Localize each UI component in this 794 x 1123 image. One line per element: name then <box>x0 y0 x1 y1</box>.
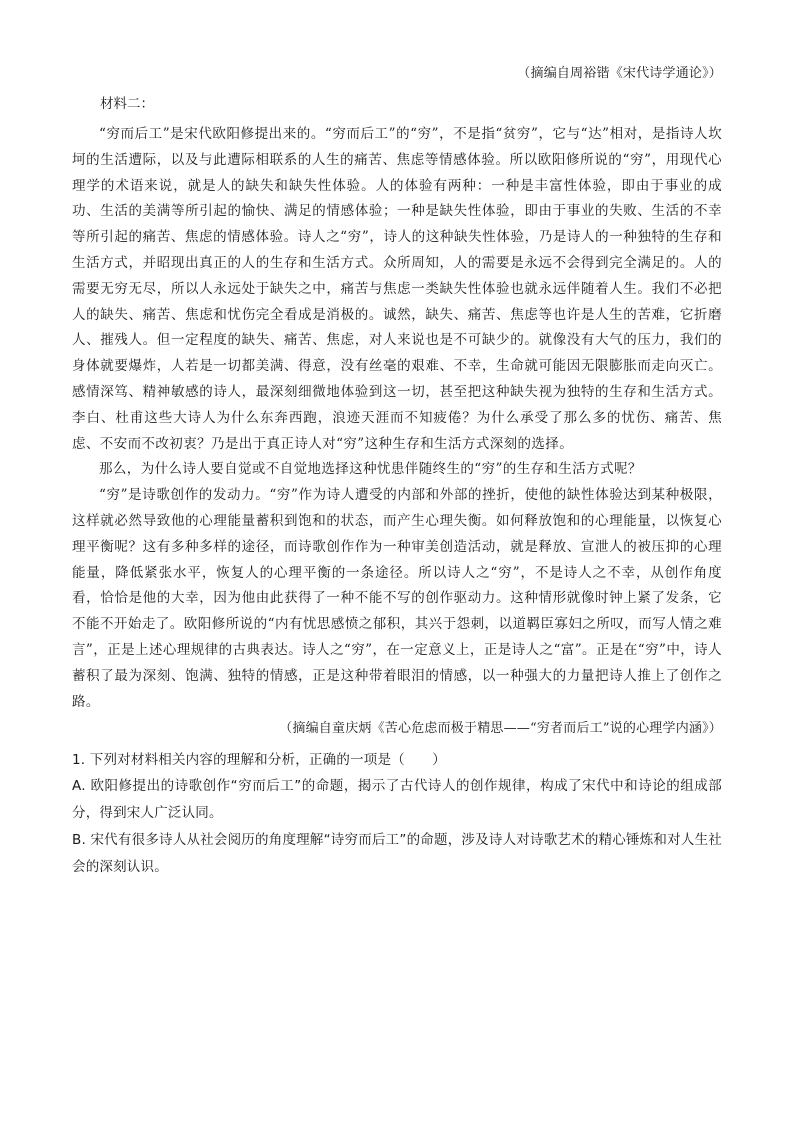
source-citation-bottom: （摘编自童庆炳《苦心危虑而极于精思——“穷者而后工”说的心理学内涵》） <box>279 721 722 737</box>
source-citation-top: （摘编自周裕锴《宋代诗学通论》） <box>517 66 722 81</box>
body-paragraph: 那么，为什么诗人要自觉或不自觉地选择这种忧患伴随终生的“穷”的生存和生活方式呢？ <box>99 461 642 478</box>
material-heading: 材料二： <box>100 96 154 112</box>
body-paragraph: “穷”是诗歌创作的发动力。“穷”作为诗人遭受的内部和外部的挫折，使他的缺性体验达到某种极限，这样就必然导致他的心理能量蓄积到饱和的状态，而产生心理失衡。如何释放饱和的心理能量，以恢复心理平衡呢？这有多种多样的途径，而诗歌创作作为一种审美创造活动，就是释放、宣泄人的被压抑的心理能量，降低紧张水平，恢复人的心理平衡的一条途径。所以诗人之“穷”，不是诗人之不幸，从创作角度看，恰恰是他的大幸，因为他由此获得了一种不能不写的创作驱动力。这种情形就像时钟上紧了发条，它不能不开始走了。欧阳修所说的“内有忧思感愤之郁积，其兴于怨刺，以道羁臣寡妇之所叹，而写人情之难言”，正是上述心理规律的古典表达。诗人之“穷”，在一定意义上，正是诗人之“富”。正是在“穷”中，诗人蓄积了最为深刻、饱满、独特的情感，正是这种带着眼泪的情感，以一种强大的力量把诗人推上了创作之路。 <box>72 487 722 710</box>
answer-option-b: B. 宋代有很多诗人从社会阅历的角度理解“诗穷而后工”的命题，涉及诗人对诗歌艺术的精心锤炼和对人生社会的深刻认识。 <box>72 832 722 876</box>
question-stem: 1. 下列对材料相关内容的理解和分析，正确的一项是（ ） <box>72 752 446 769</box>
body-paragraph: “穷而后工”是宋代欧阳修提出来的。“穷而后工”的“穷”，不是指“贫穷”，它与“达”相对，是指诗人坎坷的生活遭际，以及与此遭际相联系的人生的痛苦、焦虑等情感体验。所以欧阳修所说的“穷”，用现代心理学的术语来说，就是人的缺失和缺失性体验。人的体验有两种：一种是丰富性体验，即由于事业的成功、生活的美满等所引起的愉快、满足的情感体验；一种是缺失性体验，即由于事业的失败、生活的不幸等所引起的痛苦、焦虑的情感体验。诗人之“穷”，诗人的这种缺失性体验，乃是诗人的一种独特的生存和生活方式，并昭现出真正的人的生存和生活方式。众所周知，人的需要是永远不会得到完全满足的。人的需要无穷无尽，所以人永远处于缺失之中，痛苦与焦虑一类缺失性体验也就永远伴随着人生。我们不必把人的缺失、痛苦、焦虑和忧伤完全看成是消极的。诚然，缺失、痛苦、焦虑等也许是人生的苦难，它折磨人、摧残人。但一定程度的缺失、痛苦、焦虑，对人来说也是不可缺少的。就像没有大气的压力，我们的身体就要爆炸，人若是一切都美满、得意，没有丝毫的艰难、不幸，生命就可能因无限膨胀而走向灭亡。感情深笃、精神敏感的诗人，最深刻细微地体验到这一切，甚至把这种缺失视为独特的生存和生活方式。李白、杜甫这些大诗人为什么东奔西跑，浪迹天涯而不知疲倦？为什么承受了那么多的忧伤、痛苦、焦虑、不安而不改初衷？乃是出于真正诗人对“穷”这种生存和生活方式深刻的选择。 <box>72 126 722 452</box>
answer-option-a: A. 欧阳修提出的诗歌创作“穷而后工”的命题，揭示了古代诗人的创作规律，构成了宋代中和诗论的组成部分，得到宋人广泛认同。 <box>72 778 722 822</box>
